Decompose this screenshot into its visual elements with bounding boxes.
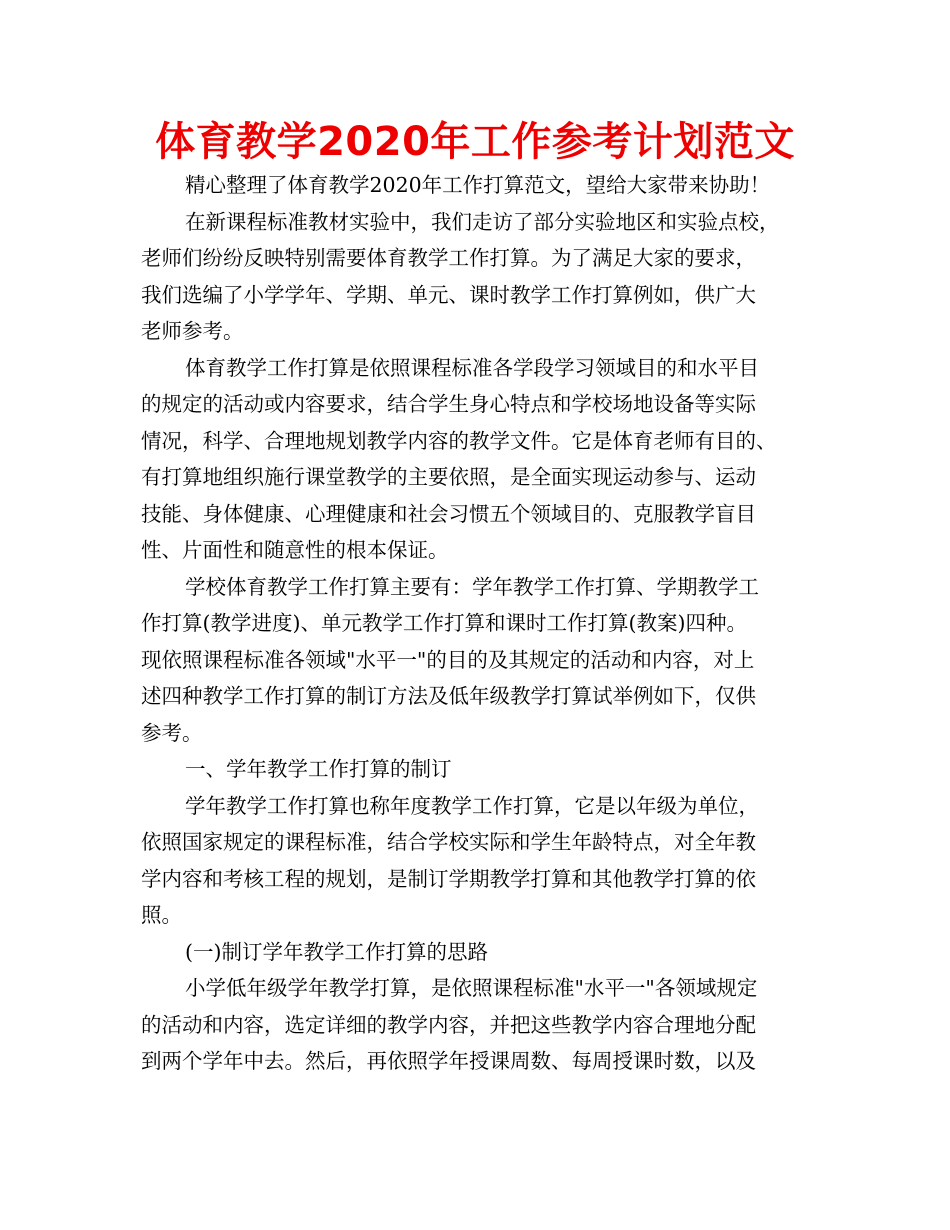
paragraph <box>141 204 811 350</box>
heading-line: (一)制订学年教学工作打算的思路 <box>185 939 488 964</box>
paragraph <box>141 788 811 934</box>
text-line: 照。 <box>141 903 182 927</box>
text-line: 现依照课程标准各领域"水平一"的目的及其规定的活动和内容，对上 <box>141 647 755 672</box>
text-line: 依照国家规定的课程标准，结合学校实际和学生年龄特点，对全年教 <box>141 830 756 854</box>
paragraph-intro <box>141 167 811 204</box>
paragraph <box>141 569 811 752</box>
text-line: 作打算(教学进度)、单元教学工作打算和课时工作打算(教案)四种。 <box>141 611 747 635</box>
document-body <box>141 167 811 1080</box>
text-line: 有打算地组织施行课堂教学的主要依照，是全面实现运动参与、运动 <box>141 465 756 489</box>
text-line: 的活动和内容，选定详细的教学内容，并把这些教学内容合理地分配 <box>141 1012 756 1037</box>
text-line: 学校体育教学工作打算主要有：学年教学工作打算、学期教学工 <box>185 574 759 599</box>
text-line: 述四种教学工作打算的制订方法及低年级教学打算试举例如下，仅供 <box>141 684 756 708</box>
text-line: 到两个学年中去。然后，再依照学年授课周数、每周授课时数，以及 <box>141 1049 756 1073</box>
text-line: 学内容和考核工程的规划，是制订学期教学打算和其他教学打算的依 <box>141 866 756 891</box>
text-line: 在新课程标准教材实验中，我们走访了部分实验地区和实验点校， <box>185 209 780 234</box>
heading-line: 一、学年教学工作打算的制订 <box>185 757 452 781</box>
text-line: 体育教学工作打算是依照课程标准各学段学习领域目的和水平目 <box>185 355 759 380</box>
text-line: 精心整理了体育教学2020年工作打算范文，望给大家带来协助！ <box>185 173 771 197</box>
text-line: 我们选编了小学学年、学期、单元、课时教学工作打算例如，供广大 <box>141 282 756 307</box>
text-line: 技能、身体健康、心理健康和社会习惯五个领域目的、克服教学盲目 <box>141 501 756 526</box>
document-title: 体育教学2020年工作参考计划范文 <box>155 119 795 165</box>
paragraph <box>141 970 811 1080</box>
text-line: 学年教学工作打算也称年度教学工作打算，它是以年级为单位， <box>185 793 759 818</box>
text-line: 老师参考。 <box>141 319 244 343</box>
text-line: 的规定的活动或内容要求，结合学生身心特点和学校场地设备等实际 <box>141 392 756 416</box>
section-heading <box>141 751 811 788</box>
subsection-heading <box>141 934 811 971</box>
text-line: 性、片面性和随意性的根本保证。 <box>141 538 449 562</box>
text-line: 参考。 <box>141 720 203 745</box>
paragraph <box>141 350 811 569</box>
text-line: 情况，科学、合理地规划教学内容的教学文件。它是体育老师有目的、 <box>141 428 777 453</box>
text-line: 老师们纷纷反映特别需要体育教学工作打算。为了满足大家的要求， <box>141 246 756 270</box>
text-line: 小学低年级学年教学打算，是依照课程标准"水平一"各领域规定 <box>185 976 758 1000</box>
